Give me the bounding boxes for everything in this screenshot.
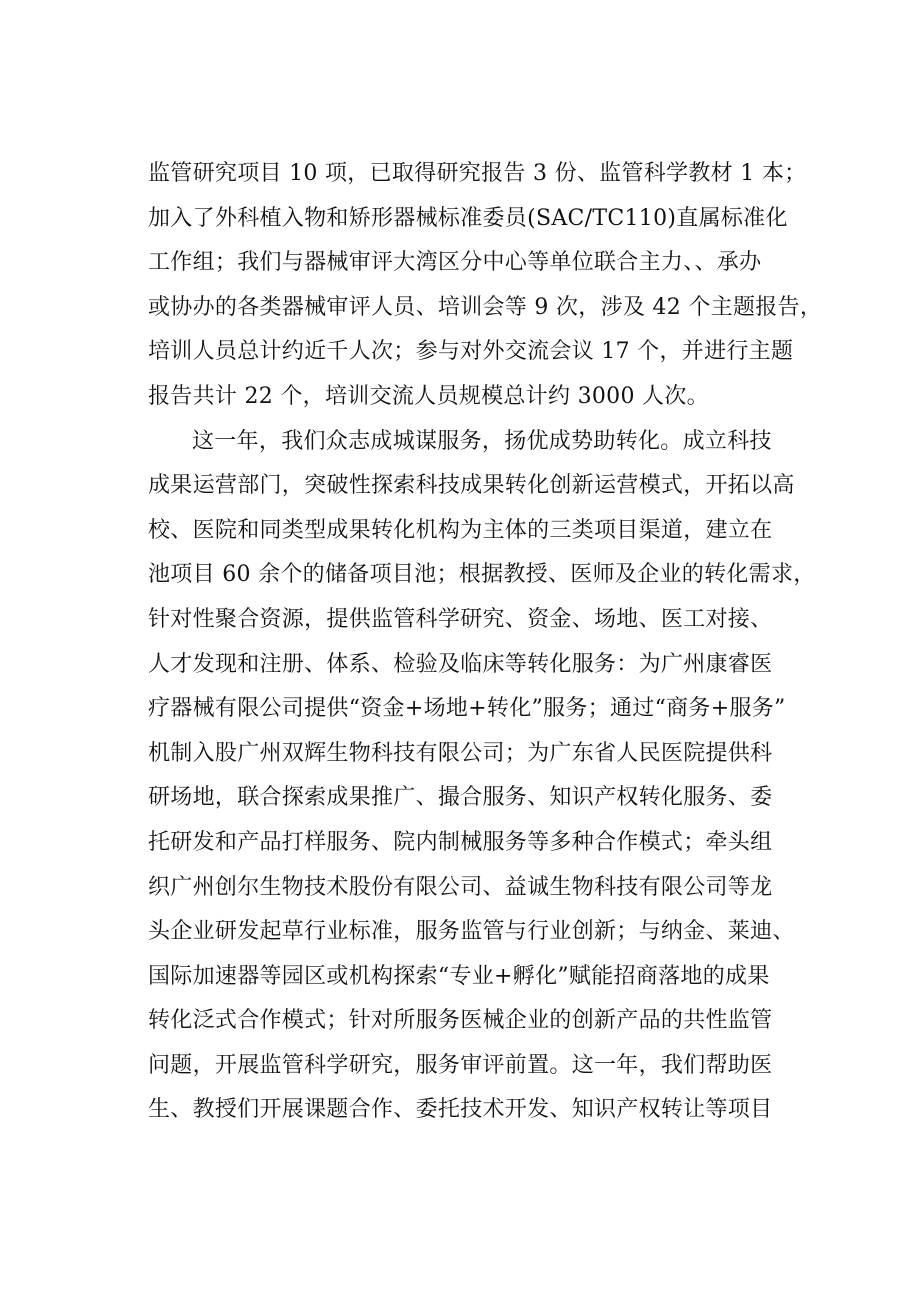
text-line: 成果运营部门，突破性探索科技成果转化创新运营模式，开拓以高 bbox=[148, 473, 795, 499]
text-line: 或协办的各类器械审评人员、培训会等 9 次，涉及 42 个主题报告， bbox=[148, 294, 823, 320]
text-line: 加入了外科植入物和矫形器械标准委员(SAC/TC110)直属标准化 bbox=[148, 205, 788, 231]
text-line: 针对性聚合资源，提供监管科学研究、资金、场地、医工对接、 bbox=[148, 606, 773, 632]
text-line: 国际加速器等园区或机构探索“专业+孵化”赋能招商落地的成果 bbox=[148, 963, 770, 989]
text-line: 研场地，联合探索成果推广、撮合服务、知识产权转化服务、委 bbox=[148, 785, 773, 811]
text-line: 织广州创尔生物技术股份有限公司、益诚生物科技有限公司等龙 bbox=[148, 874, 773, 900]
text-line: 疗器械有限公司提供“资金+场地+转化”服务；通过“商务+服务” bbox=[148, 696, 786, 722]
body-text bbox=[148, 152, 823, 1133]
text-line: 监管研究项目 10 项，已取得研究报告 3 份、监管科学教材 1 本； bbox=[148, 161, 807, 186]
text-line: 池项目 60 余个的储备项目池；根据教授、医师及企业的转化需求， bbox=[148, 562, 816, 588]
text-line: 机制入股广州双辉生物科技有限公司；为广东省人民医院提供科 bbox=[148, 740, 773, 766]
text-line: 托研发和产品打样服务、院内制械服务等多种合作模式；牵头组 bbox=[148, 829, 773, 855]
text-line: 生、教授们开展课题合作、委托技术开发、知识产权转让等项目 bbox=[148, 1097, 773, 1123]
text-line: 问题，开展监管科学研究，服务审评前置。这一年，我们帮助医 bbox=[148, 1052, 773, 1078]
text-line: 转化泛式合作模式；针对所服务医械企业的创新产品的共性监管 bbox=[148, 1008, 773, 1034]
text-line: 培训人员总计约近千人次；参与对外交流会议 17 个，并进行主题 bbox=[148, 339, 794, 365]
text-line: 校、医院和同类型成果转化机构为主体的三类项目渠道，建立在 bbox=[148, 517, 773, 543]
text-line: 头企业研发起草行业标准，服务监管与行业创新；与纳金、莱迪、 bbox=[148, 919, 795, 945]
paragraph-start-line: 这一年，我们众志成城谋服务，扬优成势助转化。成立科技 bbox=[192, 428, 772, 454]
text-line: 报告共计 22 个，培训交流人员规模总计约 3000 人次。 bbox=[148, 383, 709, 409]
text-line: 人才发现和注册、体系、检验及临床等转化服务：为广州康睿医 bbox=[148, 651, 773, 677]
text-line: 工作组；我们与器械审评大湾区分中心等单位联合主力、、承办 bbox=[148, 250, 762, 276]
